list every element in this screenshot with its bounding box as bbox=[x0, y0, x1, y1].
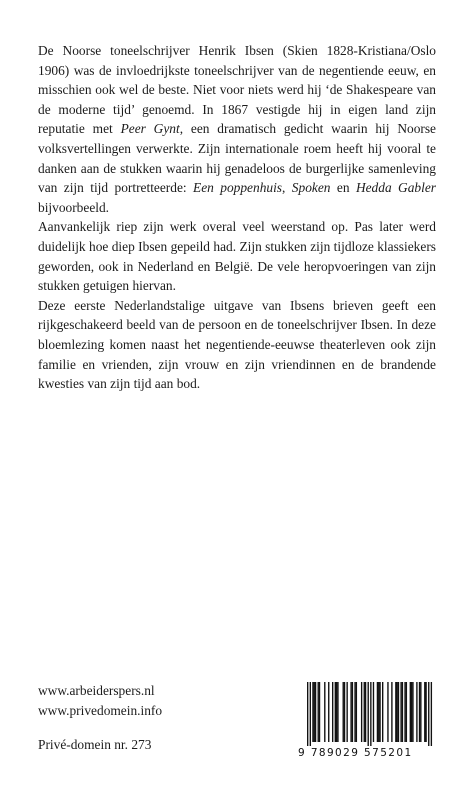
blurb-paragraph-3: Deze eerste Nederlandstalige uitgave van Ibsens brieven geeft een rijkgeschakeerd beeld van de persoon en de toneelschrijver Ibsen. In deze bloemlezing komen naast het negentiende-eeuwse theaterleven ook zijn familie en vrienden, zijn vrouw en zijn vriendinnen en de brandende kwesties van zijn tijd aan bod. bbox=[38, 297, 436, 392]
barcode-bar bbox=[379, 682, 380, 742]
blurb-p1-comma: , bbox=[282, 180, 292, 196]
isbn-number: 9 789029 575201 bbox=[298, 747, 413, 759]
blurb-p1-part-a: De Noorse toneelschrijver Henrik Ibsen (Skien 1828-Kristiana/Oslo 1906) was de invloedrijkste toneelschrijver van de negentiende eeuw, en misschien ook wel de beste. Niet voor niets werd hij ‘de Shakespeare van de moderne tijd’ genoemd. In 1867 vestigde hij in eigen land zijn reputatie met bbox=[38, 43, 436, 137]
barcode-bar bbox=[307, 682, 308, 746]
barcode-bar bbox=[400, 682, 401, 742]
barcode-bar bbox=[332, 682, 333, 742]
barcode-bar bbox=[350, 682, 351, 742]
blurb-p1-part-b: , een dramatisch gedicht waarin hij Noorse volksvertellingen verwerkte. Zijn internationale roem heeft hij vooral te danken aan de stukken waarin hij genadeloos de burgerlijke samenleving van zijn tijd portretteerde: bbox=[38, 121, 437, 196]
barcode-bar bbox=[402, 682, 403, 742]
blurb-paragraph-2: Aanvankelijk riep zijn werk overal veel weerstand op. Pas later werd duidelijk hoe diep Ibsen gepeild had. Zijn stukken zijn tijdloze klassiekers geworden, ook in Nederland en België. De vele heropvoeringen van zijn stukken getuigen hiervan. bbox=[38, 219, 436, 294]
barcode-bar bbox=[356, 682, 357, 742]
blurb-p1-part-c: bijvoorbeeld. bbox=[38, 199, 110, 215]
barcode-bar bbox=[412, 682, 413, 742]
barcode-bar bbox=[396, 682, 397, 742]
title-een-poppenhuis: Een poppenhuis bbox=[193, 180, 283, 196]
barcode-bar bbox=[411, 682, 412, 742]
barcode-bar bbox=[346, 682, 347, 742]
blurb-text bbox=[38, 41, 436, 394]
barcode-bar bbox=[391, 682, 392, 742]
barcode-bar bbox=[368, 682, 369, 746]
title-spoken: Spoken bbox=[291, 180, 331, 196]
barcode-bar bbox=[410, 682, 411, 742]
barcode-bar bbox=[319, 682, 320, 742]
barcode-bar bbox=[398, 682, 399, 742]
barcode-bar bbox=[370, 682, 371, 746]
barcode-bar bbox=[431, 682, 432, 746]
title-hedda-gabler: Hedda Gabler bbox=[355, 180, 436, 196]
barcode-bar bbox=[315, 682, 316, 742]
barcode-bar bbox=[314, 682, 315, 742]
barcode-bar bbox=[378, 682, 379, 742]
barcode-bars bbox=[298, 682, 438, 746]
barcode-bar bbox=[420, 682, 421, 742]
barcode-bar bbox=[328, 682, 329, 742]
barcode-bar bbox=[324, 682, 325, 742]
barcode-bar bbox=[416, 682, 417, 742]
barcode-bar bbox=[361, 682, 362, 742]
barcode-bar bbox=[377, 682, 378, 742]
barcode-bar bbox=[312, 682, 313, 742]
barcode-bar bbox=[318, 682, 319, 742]
barcode-bar bbox=[425, 682, 426, 742]
barcode-bar bbox=[344, 682, 345, 742]
barcode-bar bbox=[406, 682, 407, 742]
barcode-bar bbox=[343, 682, 344, 742]
barcode-bar bbox=[404, 682, 405, 742]
series-number: Privé-domein nr. 273 bbox=[38, 737, 152, 753]
barcode-bar bbox=[373, 682, 374, 742]
barcode-bar bbox=[428, 682, 429, 746]
blurb-p1-en: en bbox=[330, 180, 356, 196]
barcode-bar bbox=[335, 682, 336, 742]
publisher-website-link[interactable]: www.arbeiderspers.nl bbox=[38, 683, 155, 698]
barcode-bar bbox=[337, 682, 338, 742]
barcode-bar bbox=[419, 682, 420, 742]
publisher-info bbox=[38, 681, 162, 755]
barcode-bar bbox=[424, 682, 425, 742]
barcode-bar bbox=[352, 682, 353, 742]
barcode-bar bbox=[395, 682, 396, 742]
title-peer-gynt: Peer Gynt bbox=[120, 121, 180, 137]
barcode-bar bbox=[364, 682, 365, 742]
barcode-bar bbox=[336, 682, 337, 742]
series-website-link[interactable]: www.privedomein.info bbox=[38, 702, 163, 718]
barcode-bar bbox=[387, 682, 388, 742]
blurb-paragraph-1 bbox=[38, 41, 436, 217]
barcode-bar bbox=[382, 682, 383, 742]
barcode-bar bbox=[365, 682, 366, 742]
barcode-bar bbox=[310, 682, 311, 746]
barcode-bar bbox=[354, 682, 355, 742]
